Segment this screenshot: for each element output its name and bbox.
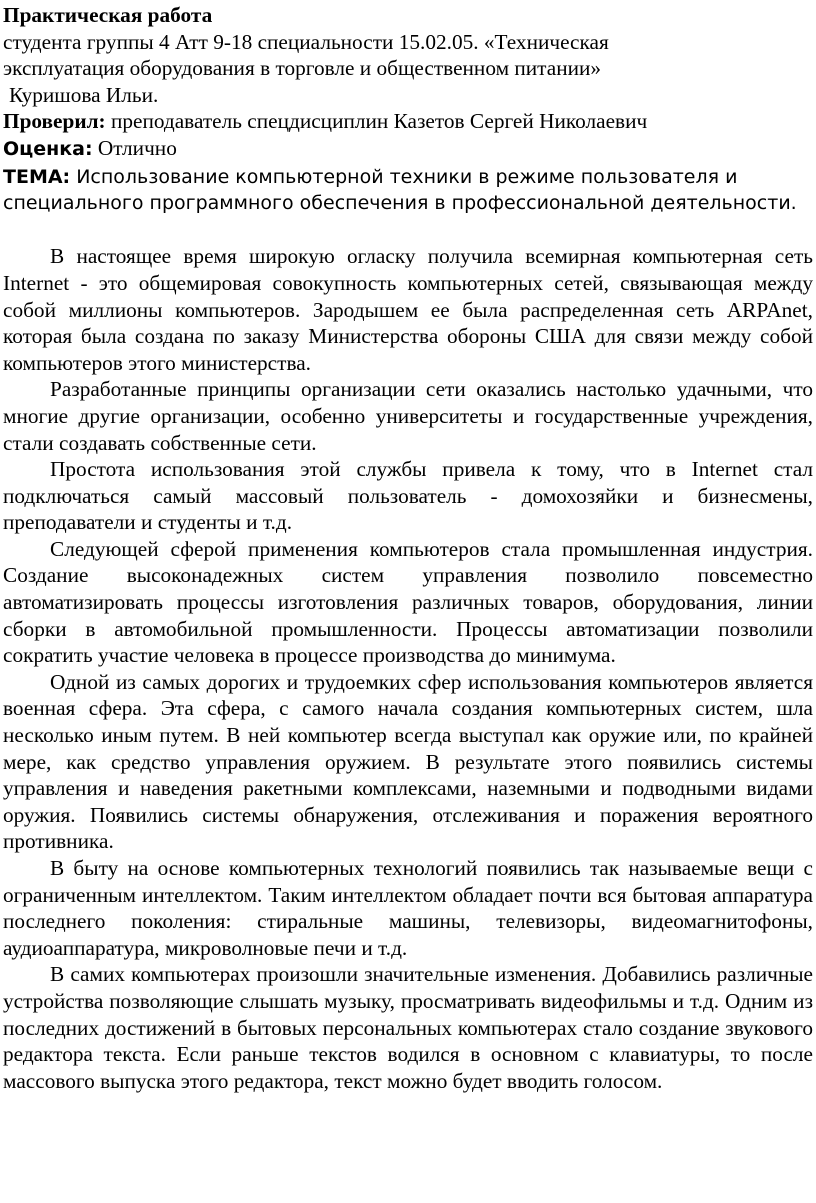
body-paragraph: Простота использования этой службы привела к тому, что в Internet стал подключаться самый массовый пользователь - домохозяйки и бизнесмены, преподаватели и студенты и т.д.	[3, 457, 813, 535]
document-title: Практическая работа	[3, 3, 213, 27]
student-info-line-2: эксплуатация оборудования в торговле и общественном питании»	[3, 56, 602, 81]
grade-value: Отлично	[92, 135, 177, 160]
body-paragraph: В настоящее время широкую огласку получила всемирная компьютерная сеть Internet - это общемировая совокупность компьютерных сетей, связывающая между собой миллионы компьютеров. Зародышем ее была распределенная сеть ARPAnet, которая была создана по заказу Министерства обороны США для связи между собой компьютеров этого министерства.	[3, 244, 813, 375]
student-info-line-1: студента группы 4 Атт 9-18 специальности 15.02.05. «Техническая	[3, 29, 609, 54]
topic-text-1: Использование компьютерной техники в режиме пользователя и	[70, 165, 738, 188]
body-paragraph: В быту на основе компьютерных технологий появились так называемые вещи с ограниченным интеллектом. Таким интеллектом обладает почти вся бытовая аппаратура последнего поколения: стиральные машины, телевизоры, видеомагнитофоны, аудиоаппаратура, микроволновые печи и т.д.	[3, 856, 813, 960]
body-paragraph: В самих компьютерах произошли значительные изменения. Добавились различные устройства позволяющие слышать музыку, просматривать видеофильмы и т.д. Одним из последних достижений в бытовых персональных компьютерах стало создание звукового редактора текста. Если раньше текстов водился в основном с клавиатуры, то после массового выпуска этого редактора, текст можно будет вводить голосом.	[3, 962, 813, 1093]
body-paragraph: Разработанные принципы организации сети оказались настолько удачными, что многие другие организации, особенно университеты и государственные учреждения, стали создавать собственные сети.	[3, 377, 813, 455]
checked-by-label: Проверил:	[3, 109, 106, 134]
grade-line	[3, 135, 813, 163]
blank-line	[3, 217, 813, 244]
body-paragraph: Следующей сферой применения компьютеров стала промышленная индустрия. Создание высоконадежных систем управления позволило повсеместно автоматизировать процессы изготовления различных товаров, оборудования, линии сборки в автомобильной промышленности. Процессы автоматизации позволили сократить участие человека в процессе производства до минимума.	[3, 536, 813, 668]
checked-by-line	[3, 108, 813, 135]
grade-label: Оценка:	[3, 137, 93, 160]
student-name: Куришова Ильи.	[9, 82, 159, 107]
topic-line-1	[3, 163, 813, 191]
body-paragraph: Одной из самых дорогих и трудоемких сфер использования компьютеров является военная сфера. Эта сфера, с самого начала создания компьютерных систем, шла несколько иным путем. В ней компьютер всегда выступал как оружие или, по крайней мере, как средство управления оружием. В результате этого появились системы управления и наведения ракетными комплексами, наземными и подводными видами оружия. Появились системы обнаружения, отслеживания и поражения вероятного противника.	[3, 669, 813, 854]
topic-line-2: специального программного обеспечения в профессиональной деятельности.	[3, 192, 797, 215]
topic-label: ТЕМА:	[3, 165, 71, 188]
checked-by-value: преподаватель спецдисциплин Казетов Сергей Николаевич	[105, 109, 648, 134]
